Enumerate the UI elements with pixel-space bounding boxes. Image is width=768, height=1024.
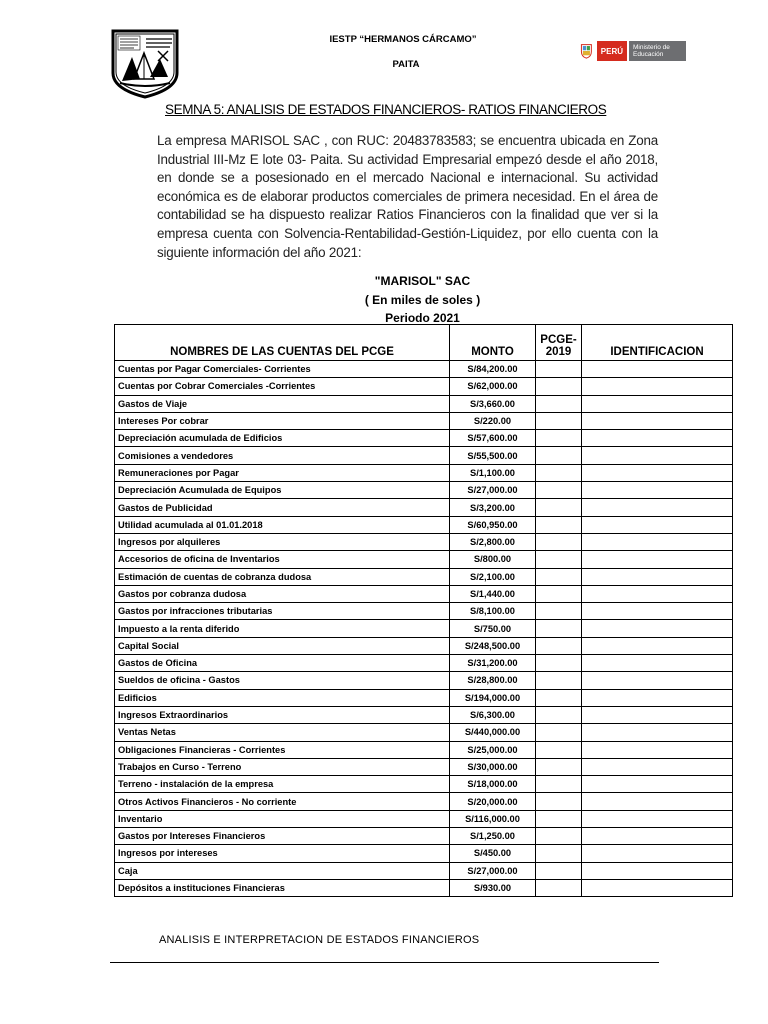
- identification-cell: [582, 810, 733, 827]
- amount-cell: S/55,500.00: [450, 447, 536, 464]
- pcge-cell: [536, 741, 582, 758]
- coat-of-arms-icon: [580, 40, 593, 62]
- table-row: [115, 689, 733, 706]
- pcge-cell: [536, 758, 582, 775]
- amount-cell: S/3,660.00: [450, 395, 536, 412]
- ministry-logo: [580, 38, 686, 64]
- table-row: [115, 464, 733, 481]
- table-row: [115, 810, 733, 827]
- amount-cell: S/6,300.00: [450, 706, 536, 723]
- account-name-cell: Edificios: [115, 689, 450, 706]
- company-period: Periodo 2021: [385, 311, 460, 326]
- account-name-cell: Caja: [115, 862, 450, 879]
- account-name-cell: Intereses Por cobrar: [115, 412, 450, 429]
- header-identification: IDENTIFICACION: [582, 325, 733, 361]
- pcge-cell: [536, 568, 582, 585]
- account-name-cell: Ingresos Extraordinarios: [115, 706, 450, 723]
- company-heading: [0, 272, 768, 328]
- accounts-table: [114, 324, 733, 897]
- pcge-cell: [536, 706, 582, 723]
- identification-cell: [582, 672, 733, 689]
- table-row: [115, 845, 733, 862]
- company-name: "MARISOL" SAC: [374, 274, 471, 288]
- identification-cell: [582, 655, 733, 672]
- account-name-cell: Comisiones a vendedores: [115, 447, 450, 464]
- table-row: [115, 672, 733, 689]
- pcge-cell: [536, 879, 582, 896]
- identification-cell: [582, 776, 733, 793]
- table-row: [115, 430, 733, 447]
- pcge-cell: [536, 361, 582, 378]
- table-header-row: [115, 325, 733, 361]
- account-name-cell: Remuneraciones por Pagar: [115, 464, 450, 481]
- institution-name: IESTP “HERMANOS CÁRCAMO”: [329, 34, 477, 45]
- account-name-cell: Gastos de Viaje: [115, 395, 450, 412]
- identification-cell: [582, 568, 733, 585]
- account-name-cell: Sueldos de oficina - Gastos: [115, 672, 450, 689]
- pcge-cell: [536, 689, 582, 706]
- amount-cell: S/1,250.00: [450, 828, 536, 845]
- pcge-cell: [536, 637, 582, 654]
- pcge-cell: [536, 862, 582, 879]
- identification-cell: [582, 689, 733, 706]
- pcge-cell: [536, 551, 582, 568]
- account-name-cell: Cuentas por Pagar Comerciales- Corrientes: [115, 361, 450, 378]
- account-name-cell: Inventario: [115, 810, 450, 827]
- pcge-cell: [536, 845, 582, 862]
- table-row: [115, 620, 733, 637]
- amount-cell: S/1,100.00: [450, 464, 536, 481]
- table-row: [115, 412, 733, 429]
- account-name-cell: Capital Social: [115, 637, 450, 654]
- identification-cell: [582, 828, 733, 845]
- amount-cell: S/30,000.00: [450, 758, 536, 775]
- table-row: [115, 516, 733, 533]
- identification-cell: [582, 724, 733, 741]
- identification-cell: [582, 361, 733, 378]
- pcge-cell: [536, 378, 582, 395]
- account-name-cell: Accesorios de oficina de Inventarios: [115, 551, 450, 568]
- divider-line: [110, 962, 659, 963]
- account-name-cell: Impuesto a la renta diferido: [115, 620, 450, 637]
- account-name-cell: Ventas Netas: [115, 724, 450, 741]
- table-row: [115, 395, 733, 412]
- identification-cell: [582, 482, 733, 499]
- amount-cell: S/60,950.00: [450, 516, 536, 533]
- pcge-cell: [536, 412, 582, 429]
- identification-cell: [582, 879, 733, 896]
- ministry-label: Ministerio de Educación: [629, 41, 686, 61]
- amount-cell: S/220.00: [450, 412, 536, 429]
- institution-city: PAITA: [392, 59, 420, 70]
- amount-cell: S/194,000.00: [450, 689, 536, 706]
- table-row: [115, 724, 733, 741]
- account-name-cell: Gastos por cobranza dudosa: [115, 585, 450, 602]
- pcge-cell: [536, 430, 582, 447]
- identification-cell: [582, 378, 733, 395]
- table-row: [115, 706, 733, 723]
- pcge-cell: [536, 603, 582, 620]
- pcge-cell: [536, 620, 582, 637]
- amount-cell: S/25,000.00: [450, 741, 536, 758]
- account-name-cell: Ingresos por alquileres: [115, 533, 450, 550]
- account-name-cell: Otros Activos Financieros - No corriente: [115, 793, 450, 810]
- table-row: [115, 879, 733, 896]
- section-title: ANALISIS E INTERPRETACION DE ESTADOS FINANCIEROS: [159, 934, 480, 946]
- table-row: [115, 499, 733, 516]
- page-title: SEMNA 5: ANALISIS DE ESTADOS FINANCIEROS- RATIOS FINANCIEROS: [165, 102, 607, 117]
- pcge-cell: [536, 776, 582, 793]
- amount-cell: S/18,000.00: [450, 776, 536, 793]
- table-row: [115, 655, 733, 672]
- table-row: [115, 585, 733, 602]
- identification-cell: [582, 758, 733, 775]
- identification-cell: [582, 845, 733, 862]
- table-row: [115, 361, 733, 378]
- amount-cell: S/28,800.00: [450, 672, 536, 689]
- amount-cell: S/8,100.00: [450, 603, 536, 620]
- amount-cell: S/750.00: [450, 620, 536, 637]
- intro-paragraph: La empresa MARISOL SAC , con RUC: 20483783583; se encuentra ubicada en Zona Industrial III-Mz E lote 03- Paita. Su actividad Empresarial empezó desde el año 2018, en donde se a posesionado en el mercado Nacional e internacional. Su actividad económica es de elaborar productos comerciales de primera necesidad. En el área de contabilidad se ha dispuesto realizar Ratios Financieros con la finalidad que ver si la empresa cuenta con Solvencia-Rentabilidad-Gestión-Liquidez, por ello cuenta con la siguiente información del año 2021:: [157, 133, 658, 260]
- identification-cell: [582, 741, 733, 758]
- amount-cell: S/57,600.00: [450, 430, 536, 447]
- pcge-cell: [536, 464, 582, 481]
- amount-cell: S/440,000.00: [450, 724, 536, 741]
- amount-cell: S/2,800.00: [450, 533, 536, 550]
- identification-cell: [582, 499, 733, 516]
- table-row: [115, 447, 733, 464]
- amount-cell: S/248,500.00: [450, 637, 536, 654]
- table-row: [115, 551, 733, 568]
- account-name-cell: Cuentas por Cobrar Comerciales -Corrientes: [115, 378, 450, 395]
- amount-cell: S/3,200.00: [450, 499, 536, 516]
- table-row: [115, 793, 733, 810]
- pcge-cell: [536, 655, 582, 672]
- account-name-cell: Gastos por infracciones tributarias: [115, 603, 450, 620]
- table-row: [115, 862, 733, 879]
- account-name-cell: Ingresos por intereses: [115, 845, 450, 862]
- account-name-cell: Estimación de cuentas de cobranza dudosa: [115, 568, 450, 585]
- amount-cell: S/20,000.00: [450, 793, 536, 810]
- identification-cell: [582, 585, 733, 602]
- pcge-cell: [536, 482, 582, 499]
- account-name-cell: Gastos por Intereses Financieros: [115, 828, 450, 845]
- table-row: [115, 776, 733, 793]
- identification-cell: [582, 793, 733, 810]
- pcge-cell: [536, 828, 582, 845]
- company-units: ( En miles de soles ): [364, 292, 481, 307]
- amount-cell: S/1,440.00: [450, 585, 536, 602]
- amount-cell: S/116,000.00: [450, 810, 536, 827]
- account-name-cell: Obligaciones Financieras - Corrientes: [115, 741, 450, 758]
- pcge-cell: [536, 499, 582, 516]
- header-amount: MONTO: [450, 325, 536, 361]
- table-row: [115, 758, 733, 775]
- pcge-cell: [536, 585, 582, 602]
- account-name-cell: Gastos de Publicidad: [115, 499, 450, 516]
- table-row: [115, 533, 733, 550]
- amount-cell: S/31,200.00: [450, 655, 536, 672]
- identification-cell: [582, 637, 733, 654]
- table-row: [115, 378, 733, 395]
- account-name-cell: Depreciación acumulada de Edificios: [115, 430, 450, 447]
- pcge-cell: [536, 516, 582, 533]
- identification-cell: [582, 430, 733, 447]
- pcge-cell: [536, 533, 582, 550]
- identification-cell: [582, 516, 733, 533]
- amount-cell: S/27,000.00: [450, 862, 536, 879]
- pcge-cell: [536, 724, 582, 741]
- amount-cell: S/27,000.00: [450, 482, 536, 499]
- identification-cell: [582, 447, 733, 464]
- header-account-name: NOMBRES DE LAS CUENTAS DEL PCGE: [115, 325, 450, 361]
- account-name-cell: Depreciación Acumulada de Equipos: [115, 482, 450, 499]
- account-name-cell: Depósitos a instituciones Financieras: [115, 879, 450, 896]
- identification-cell: [582, 533, 733, 550]
- table-row: [115, 568, 733, 585]
- table-row: [115, 482, 733, 499]
- account-name-cell: Trabajos en Curso - Terreno: [115, 758, 450, 775]
- account-name-cell: Terreno - instalación de la empresa: [115, 776, 450, 793]
- identification-cell: [582, 464, 733, 481]
- identification-cell: [582, 620, 733, 637]
- pcge-cell: [536, 447, 582, 464]
- pcge-cell: [536, 395, 582, 412]
- amount-cell: S/450.00: [450, 845, 536, 862]
- amount-cell: S/84,200.00: [450, 361, 536, 378]
- pcge-cell: [536, 672, 582, 689]
- table-row: [115, 637, 733, 654]
- identification-cell: [582, 706, 733, 723]
- pcge-cell: [536, 793, 582, 810]
- amount-cell: S/62,000.00: [450, 378, 536, 395]
- amount-cell: S/800.00: [450, 551, 536, 568]
- account-name-cell: Gastos de Oficina: [115, 655, 450, 672]
- table-row: [115, 828, 733, 845]
- header-pcge: PCGE-2019: [536, 325, 582, 361]
- identification-cell: [582, 412, 733, 429]
- identification-cell: [582, 551, 733, 568]
- account-name-cell: Utilidad acumulada al 01.01.2018: [115, 516, 450, 533]
- identification-cell: [582, 862, 733, 879]
- amount-cell: S/930.00: [450, 879, 536, 896]
- amount-cell: S/2,100.00: [450, 568, 536, 585]
- table-row: [115, 603, 733, 620]
- pcge-cell: [536, 810, 582, 827]
- identification-cell: [582, 603, 733, 620]
- peru-label: PERÚ: [597, 41, 627, 61]
- identification-cell: [582, 395, 733, 412]
- table-row: [115, 741, 733, 758]
